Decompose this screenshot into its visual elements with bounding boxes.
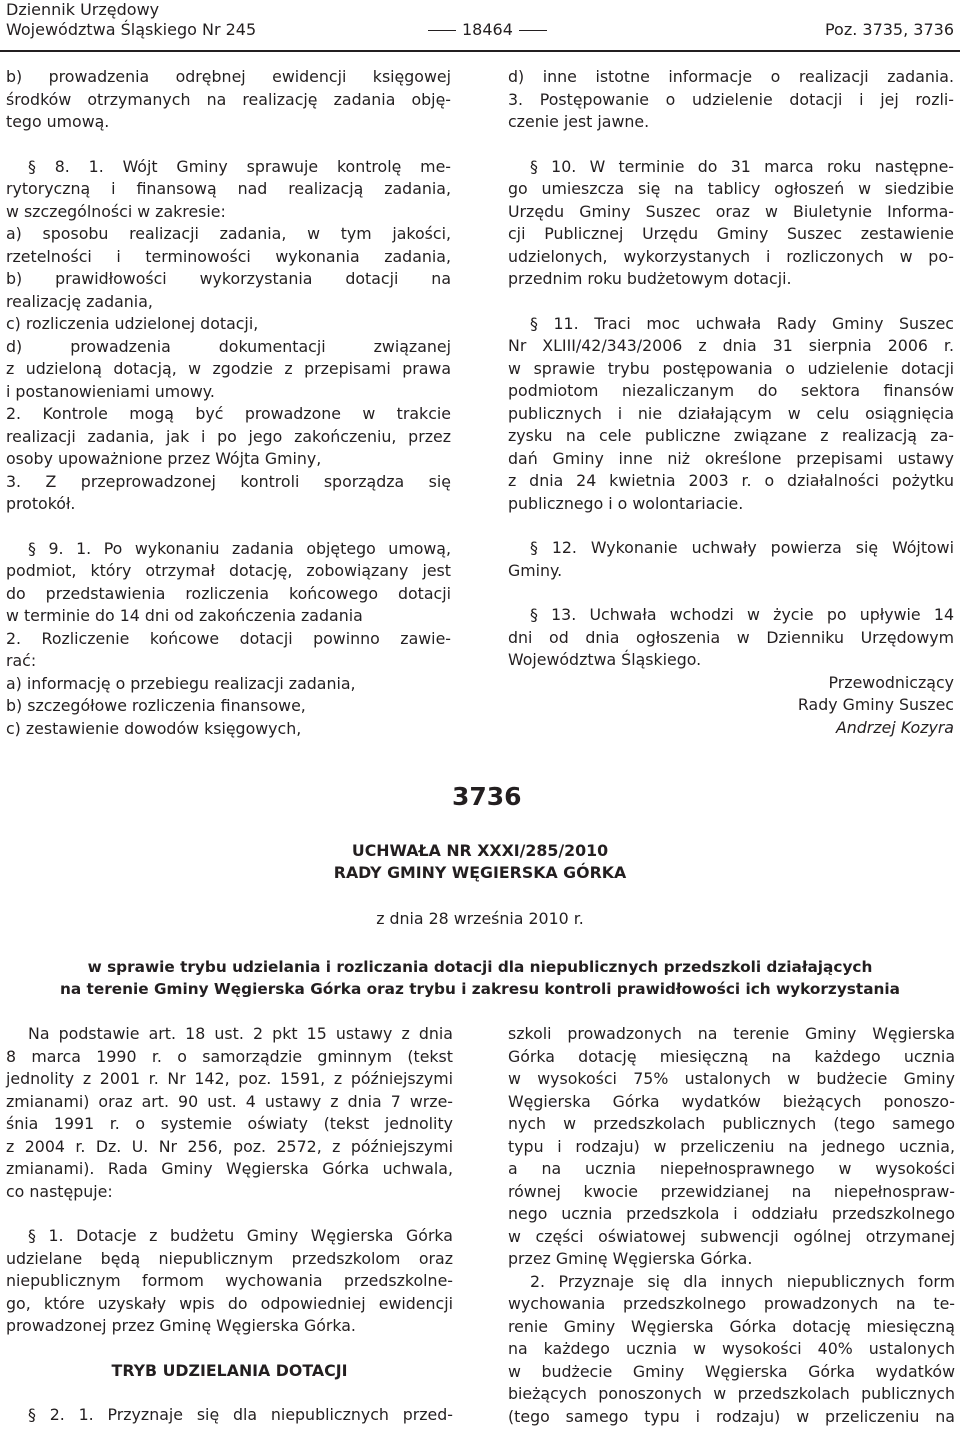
dash-left <box>428 30 456 31</box>
text-line: środków otrzymanych na realizację zadania obję- <box>6 89 451 109</box>
text-line: Gminy. <box>508 560 563 580</box>
text-line: 3. Z przeprowadzonej kontroli sporządza się <box>6 471 451 491</box>
text-line: przednim roku budżetowym dotacji. <box>508 269 792 288</box>
text-line: co następuje: <box>6 1181 113 1201</box>
text-line: Nr XLIII/42/343/2006 z dnia 31 sierpnia 2006 r. <box>508 336 954 355</box>
text-line: bieżących ponoszonych w przedszkolach publicznych <box>508 1384 955 1403</box>
signature-name: Andrzej Kozyra <box>835 717 954 737</box>
paragraph-start: § 13. Uchwała wchodzi w życie po upływie 14 <box>530 605 954 624</box>
text-line: podmiot, który otrzymał dotację, zobowiązany jest <box>6 561 451 580</box>
text-line: publicznego i o wolontariacie. <box>508 493 744 513</box>
text-line: w części oświatowej subwencji ogólnej otrzymanej <box>508 1226 955 1246</box>
act-subject-line2: na terenie Gminy Węgierska Górka oraz trybu i zakresu kontroli prawidłowości ich wykorzystania <box>60 980 900 998</box>
text-line: na każdego ucznia w wysokości 40% ustalonych <box>508 1339 955 1358</box>
text-line: Węgierska Górka wydatków bieżących ponoszo- <box>508 1091 955 1111</box>
paragraph-start: § 9. 1. Po wykonaniu zadania objętego umową, <box>28 538 451 558</box>
act-title-line2: RADY GMINY WĘGIERSKA GÓRKA <box>333 863 627 882</box>
section-heading: TRYB UDZIELANIA DOTACJI <box>111 1360 348 1380</box>
lower-right-column <box>508 1023 955 1428</box>
text-line: b) prowadzenia odrębnej ewidencji księgowej <box>6 67 451 86</box>
text-line: dni od dnia ogłoszenia w Dzienniku Urzędowym <box>508 627 954 647</box>
text-line: a na ucznia niepełnosprawnego w wysokości <box>508 1159 955 1178</box>
text-line: prowadzonej przez Gminę Węgierska Górka. <box>6 1316 356 1335</box>
text-line: w budżecie Gminy Węgierska Górka wydatków <box>508 1361 955 1381</box>
text-line: rać: <box>6 651 37 670</box>
text-line: realizację zadania, <box>6 291 153 311</box>
text-line: rzetelności i terminowości wykonania zadania, <box>6 246 451 266</box>
paragraph-start: 2. Przyznaje się dla innych niepublicznych form <box>530 1271 955 1291</box>
text-line: Województwa Śląskiego. <box>508 650 702 669</box>
text-line: publicznych i nie działającym w celu osiągnięcia <box>508 403 954 423</box>
page-number: 18464 <box>462 20 513 39</box>
text-line: renie Gminy Węgierska Górka dotację miesięczną <box>508 1316 955 1336</box>
text-line: 8 marca 1990 r. o samorządzie gminnym (tekst <box>6 1046 453 1066</box>
text-line: w sprawie trybu postępowania o udzielenie dotacji <box>508 358 954 378</box>
text-line: zmianami) oraz art. 90 ust. 4 ustawy z dnia 7 wrze- <box>6 1091 453 1111</box>
upper-right-column <box>508 66 954 739</box>
text-line: 2. Rozliczenie końcowe dotacji powinno zawie- <box>6 628 451 648</box>
page-number-block <box>422 20 553 40</box>
text-line: go umieszcza się na tablicy ogłoszeń w siedzibie <box>508 179 954 198</box>
text-line: przez Gminę Węgierska Górka. <box>508 1249 753 1268</box>
text-line: udzielonych, wykorzystanych i rozliczonych w po- <box>508 246 954 266</box>
text-line: z 2004 r. Dz. U. Nr 256, poz. 2572, z późniejszymi <box>6 1136 453 1156</box>
text-line: z dnia 24 kwietnia 2003 r. o działalności pożytku <box>508 471 954 490</box>
text-line: w terminie do 14 dni od zakończenia zadania <box>6 606 363 625</box>
text-line: niepublicznym formom wychowania przedszkolne- <box>6 1271 453 1290</box>
text-line: rytoryczną i finansową nad realizacją zadania, <box>6 179 451 198</box>
text-line: nych w przedszkolach publicznych (tego samego <box>508 1114 955 1133</box>
text-line: w wysokości 75% ustalonych w budżecie Gminy <box>508 1069 955 1088</box>
text-line: dań Gminy inne niż określone przepisami ustawy <box>508 448 954 468</box>
text-line: realizacji zadania, jak i po jego zakończeniu, przez <box>6 426 451 446</box>
paragraph-start: § 1. Dotacje z budżetu Gminy Węgierska Górka <box>28 1226 453 1245</box>
text-line: 2. Kontrole mogą być prowadzone w trakcie <box>6 404 451 423</box>
text-line: a) sposobu realizacji zadania, w tym jakości, <box>6 224 451 243</box>
text-line: a) informację o przebiegu realizacji zadania, <box>6 673 356 693</box>
text-line: udzielane będą niepublicznym przedszkolom oraz <box>6 1248 453 1268</box>
text-line: Górka dotację miesięczną na każdego ucznia <box>508 1046 955 1066</box>
journal-issue: Województwa Śląskiego Nr 245 <box>6 20 257 39</box>
text-line: do przedstawienia rozliczenia końcowego dotacji <box>6 583 451 603</box>
text-line: równej kwocie przewidzianej na niepełnospraw- <box>508 1181 955 1201</box>
act-title-line1: UCHWAŁA NR XXXI/285/2010 <box>351 841 609 860</box>
signature-body: Rady Gminy Suszec <box>797 695 954 714</box>
paragraph-start: § 10. W terminie do 31 marca roku następne- <box>530 156 954 176</box>
paragraph-start: Na podstawie art. 18 ust. 2 pkt 15 ustawy z dnia <box>28 1024 453 1043</box>
text-line: czenie jest jawne. <box>508 112 650 131</box>
text-line: Urzędu Gminy Suszec oraz w Biuletynie Informa- <box>508 201 954 221</box>
text-line: c) zestawienie dowodów księgowych, <box>6 718 302 738</box>
text-line: d) inne istotne informacje o realizacji zadania. <box>508 67 954 86</box>
text-line: cji Publicznej Urzędu Gminy Suszec zestawienie <box>508 224 954 243</box>
position-reference: Poz. 3735, 3736 <box>824 20 954 39</box>
lower-left-column <box>6 1023 453 1427</box>
dash-right <box>519 30 547 31</box>
journal-name: Dziennik Urzędowy <box>6 0 160 19</box>
text-line: go, które uzyskały wpis do odpowiedniej ewidencji <box>6 1293 453 1313</box>
signature-title: Przewodniczący <box>828 672 954 692</box>
upper-left-column <box>6 66 451 740</box>
header-rule <box>0 50 960 52</box>
text-line: (tego samego typu i rodzaju) w przeliczeniu na <box>508 1406 955 1426</box>
text-line: śnia 1991 r. o systemie oświaty (tekst jednolity <box>6 1114 453 1133</box>
paragraph-start: § 11. Traci moc uchwała Rady Gminy Suszec <box>530 313 954 333</box>
act-position-number: 3736 <box>452 782 522 811</box>
text-line: jednolity z 2001 r. Nr 142, poz. 1591, z późniejszymi <box>6 1069 453 1088</box>
act-date: z dnia 28 września 2010 r. <box>376 909 584 928</box>
text-line: zmianami). Rada Gminy Węgierska Górka uchwala, <box>6 1159 453 1178</box>
text-line: tego umową. <box>6 112 110 131</box>
text-line: b) szczegółowe rozliczenia finansowe, <box>6 696 306 715</box>
paragraph-start: § 2. 1. Przyznaje się dla niepublicznych przed- <box>28 1405 453 1424</box>
text-line: c) rozliczenia udzielonej dotacji, <box>6 314 259 333</box>
text-line: osoby upoważnione przez Wójta Gminy, <box>6 449 322 468</box>
text-line: z udzieloną dotacją, w zgodzie z przepisami prawa <box>6 359 451 378</box>
act-subject-line1: w sprawie trybu udzielania i rozliczania dotacji dla niepublicznych przedszkoli działających <box>87 958 873 976</box>
text-line: wychowania przedszkolnego prowadzonych na te- <box>508 1294 955 1313</box>
text-line: w szczególności w zakresie: <box>6 201 226 221</box>
text-line: zysku na cele publiczne związane z realizacją za- <box>508 426 954 445</box>
text-line: protokół. <box>6 494 76 513</box>
text-line: 3. Postępowanie o udzielenie dotacji i jej rozli- <box>508 89 954 109</box>
text-line: b) prawidłowości wykorzystania dotacji na <box>6 269 451 288</box>
text-line: typu i rodzaju) w przeliczeniu na jednego ucznia, <box>508 1136 955 1156</box>
running-header-left <box>6 0 256 40</box>
paragraph-start: § 8. 1. Wójt Gminy sprawuje kontrolę me- <box>28 156 451 176</box>
text-line: nego ucznia przedszkola i oddziału przedszkolnego <box>508 1204 955 1223</box>
text-line: i postanowieniami umowy. <box>6 381 215 401</box>
text-line: szkoli prowadzonych na terenie Gminy Węgierska <box>508 1024 955 1043</box>
paragraph-start: § 12. Wykonanie uchwały powierza się Wójtowi <box>530 538 954 557</box>
text-line: d) prowadzenia dokumentacji związanej <box>6 336 451 356</box>
text-line: podmiotom niezaliczanym do sektora finansów <box>508 381 954 400</box>
